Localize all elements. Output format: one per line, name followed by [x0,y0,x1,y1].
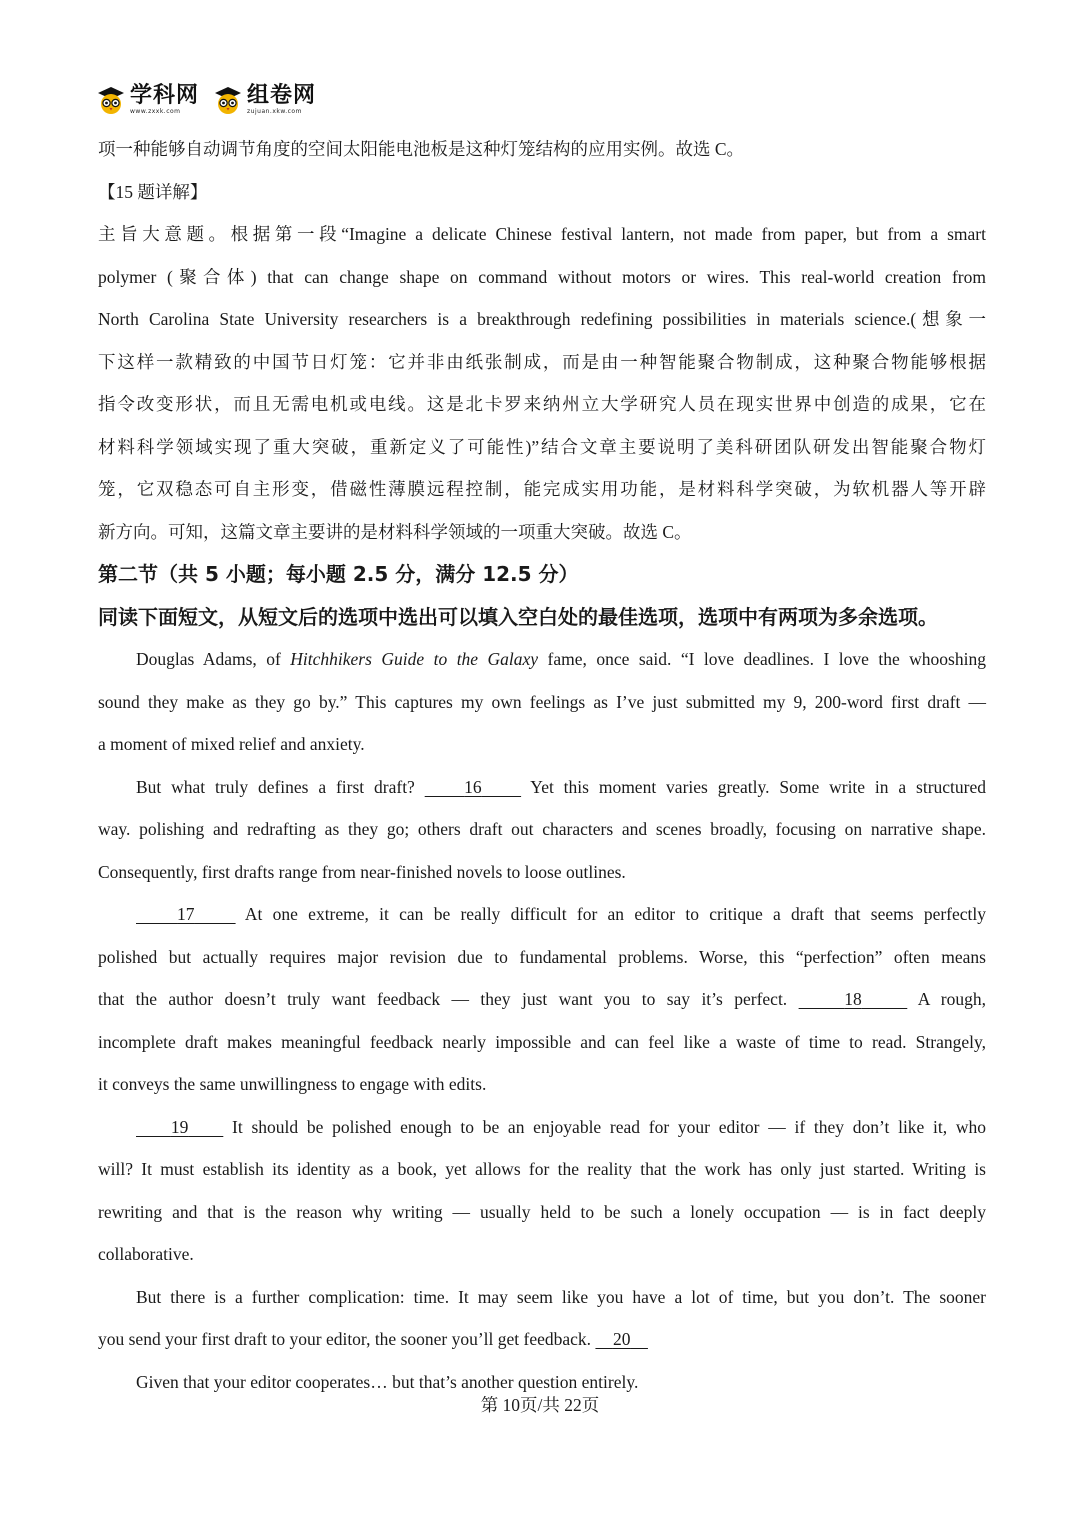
owl-mascot-icon [213,85,243,115]
page-content [98,128,986,1403]
q15-line: 下这样一款精致的中国节日灯笼：它并非由纸张制成，而是由一种智能聚合物制成，这种聚合物能够根据 [98,351,986,372]
passage-line: polished but actually requires major revision due to fundamental problems. Worse, this “perfection” often means [98,946,986,967]
passage-line: 19 It should be polished enough to be an enjoyable read for your editor — if they don’t like it, who [98,1106,986,1149]
section-instruction: 同读下面短文，从短文后的选项中选出可以填入空白处的最佳选项，选项中有两项为多余选项。 [98,604,938,629]
passage-line: Consequently, first drafts range from near-finished novels to loose outlines. [98,861,626,882]
section-title: 第二节（共 5 小题；每小题 2.5 分，满分 12.5 分） [98,562,579,586]
passage-line: way. polishing and redrafting as they go; others draft out characters and scenes broadly, focusing on narrative shape. [98,819,986,839]
owl-mascot-icon [96,85,126,115]
q15-line: 笼，它双稳态可自主形变，借磁性薄膜远程控制，能完成实用功能，是材料科学突破，为软机器人等开辟 [98,479,986,499]
q15-line: 主旨大意题。根据第一段“Imagine a delicate Chinese festival lantern, not made from paper, but from a smart [98,224,986,244]
passage-line: rewriting and that is the reason why writing — usually held to be such a lonely occupation — is in fact deeply [98,1201,986,1222]
passage-line: you send your first draft to your editor, the sooner you’ll get feedback. 20 [98,1318,986,1361]
passage-line: Given that your editor cooperates… but that’s another question entirely. [136,1371,639,1392]
passage-line: collaborative. [98,1244,194,1264]
q15-line: 指令改变形状，而且无需电机或电线。这是北卡罗来纳州立大学研究人员在现实世界中创造的成果，它在 [98,394,986,414]
blank-18[interactable]: 18 [844,989,862,1009]
passage-line: it conveys the same unwillingness to engage with edits. [98,1074,487,1094]
blank-17[interactable]: 17 [177,904,195,924]
logo-xuekewang[interactable] [96,85,199,115]
passage-line: But what truly defines a first draft? 16 Yet this moment varies greatly. Some write in a structured [136,776,986,797]
logo-url: www.zxxk.com [130,108,181,115]
passage-line: sound they make as they go by.” This captures my own feelings as I’ve just submitted my 9, 200-word first draft — [98,691,986,712]
q15-line: polymer (聚合体) that can change shape on command without motors or wires. This real-world creation from [98,266,986,287]
blank-16[interactable]: 16 [464,776,482,797]
header-logos [96,80,316,120]
logo-url: zujuan.xkw.com [247,108,302,115]
logo-zujuanwang[interactable] [213,85,316,115]
logo-name: 学科网 [130,83,200,108]
page-number: 第 10页/共 22页 [480,1395,600,1415]
passage-line: But there is a further complication: time. It may seem like you have a lot of time, but you don’t. The sooner [136,1286,986,1307]
book-title: Hitchhikers Guide to the Galaxy [290,649,539,669]
q15-heading: 【15 题详解】 [98,181,208,202]
passage-line: will? It must establish its identity as a book, yet allows for the reality that the work has only just started. Writing is [98,1159,986,1179]
passage-line: that the author doesn’t truly want feedback — they just want you to say it’s perfect. 18 A rough, [98,989,986,1009]
passage-line: Douglas Adams, of Hitchhikers Guide to the Galaxy fame, once said. “I love deadlines. I love the whooshing [136,649,986,669]
q15-line: 材料科学领域实现了重大突破，重新定义了可能性)”结合文章主要说明了美科研团队研发出智能聚合物灯 [98,436,986,457]
passage-line: a moment of mixed relief and anxiety. [98,734,365,754]
q15-line: North Carolina State University researchers is a breakthrough redefining possibilities in materials science.(想象一 [98,309,986,329]
q15-line: 新方向。可知，这篇文章主要讲的是材料科学领域的一项重大突破。故选 C。 [98,521,692,542]
passage-line: incomplete draft makes meaningful feedback nearly impossible and can feel like a waste of time to read. Strangely, [98,1031,986,1052]
prev-answer-line: 项一种能够自动调节角度的空间太阳能电池板是这种灯笼结构的应用实例。故选 C。 [98,139,745,159]
logo-name: 组卷网 [247,83,317,108]
blank-19[interactable]: 19 [170,1116,189,1137]
blank-20[interactable]: 20 [612,1329,631,1349]
passage-line: 17 At one extreme, it can be really difficult for an editor to critique a draft that seems perfectly [98,893,986,936]
